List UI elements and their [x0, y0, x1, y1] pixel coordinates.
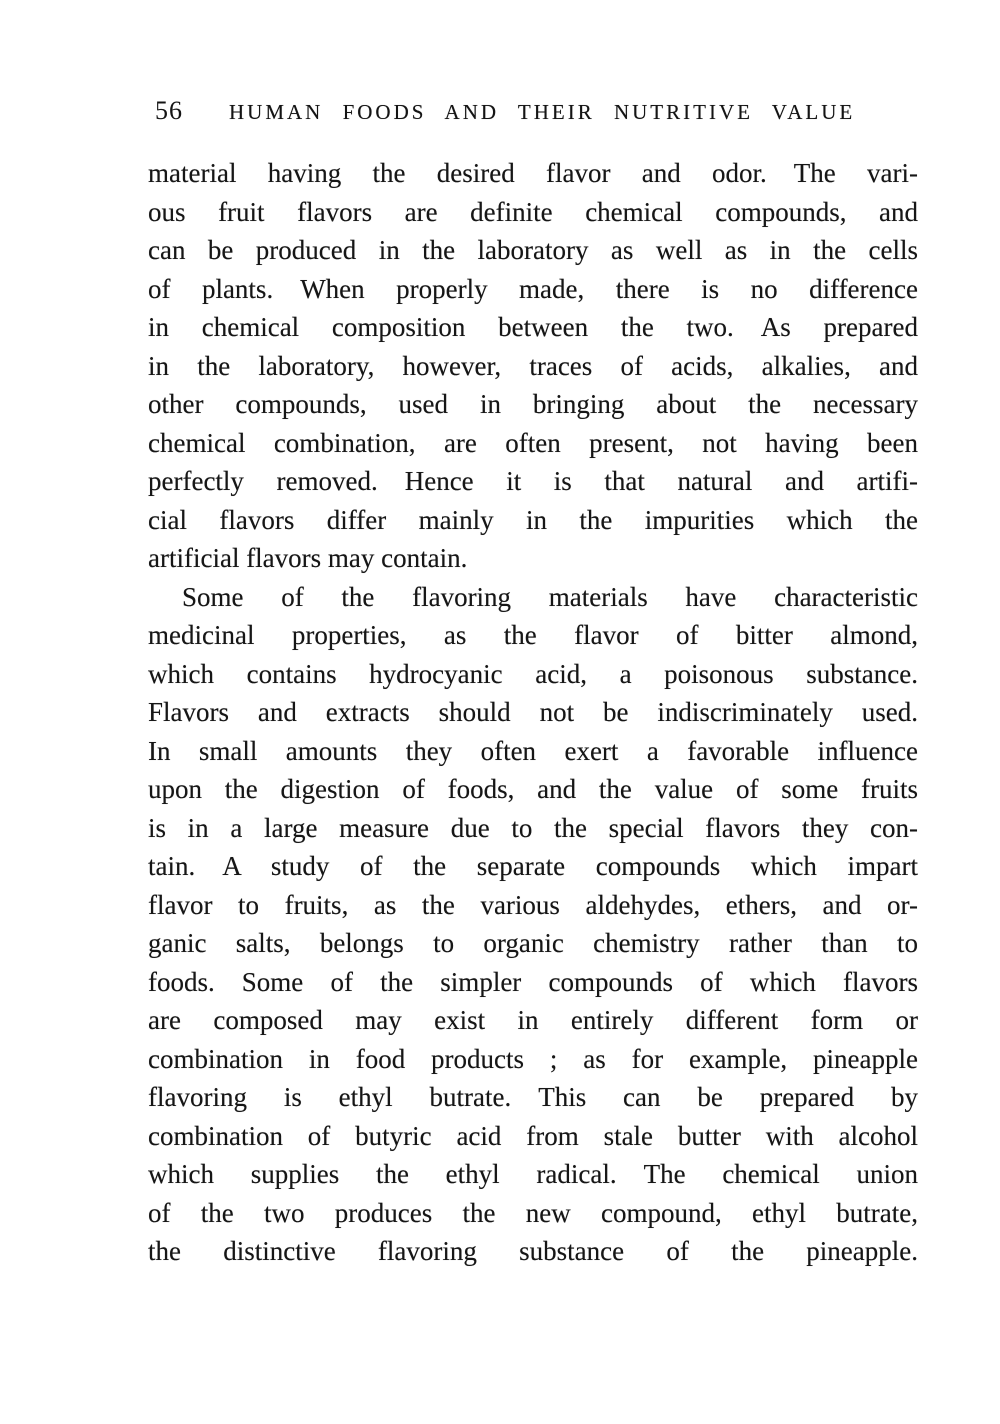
text-line: artificial flavors may contain.	[148, 543, 468, 573]
paragraph	[148, 154, 918, 578]
text-line: in the laboratory, however, traces of acids, alkalies, and	[148, 350, 918, 381]
text-line: cial flavors differ mainly in the impurities which the	[148, 504, 918, 535]
text-line: which contains hydrocyanic acid, a poisonous substance.	[148, 658, 918, 689]
text-line: material having the desired flavor and odor. The vari-	[148, 158, 918, 188]
text-line: ganic salts, belongs to organic chemistry rather than to	[148, 928, 918, 958]
paragraph	[148, 578, 918, 1271]
text-line: combination in food products ; as for example, pineapple	[148, 1043, 918, 1074]
text-line: chemical combination, are often present, not having been	[148, 427, 918, 458]
text-line: other compounds, used in bringing about the necessary	[148, 389, 918, 419]
text-line: of plants. When properly made, there is no difference	[148, 273, 918, 304]
text-line: upon the digestion of foods, and the value of some fruits	[148, 774, 918, 804]
text-line: which supplies the ethyl radical. The chemical union	[148, 1159, 918, 1189]
text-line: flavoring is ethyl butrate. This can be prepared by	[148, 1082, 918, 1112]
text-line: are composed may exist in entirely different form or	[148, 1005, 918, 1035]
running-title: HUMAN FOODS AND THEIR NUTRITIVE VALUE	[229, 100, 856, 124]
text-line: flavor to fruits, as the various aldehydes, ethers, and or-	[148, 889, 918, 920]
text-line: Flavors and extracts should not be indiscriminately used.	[148, 697, 918, 727]
text-line: combination of butyric acid from stale butter with alcohol	[148, 1120, 918, 1151]
page-number: 56	[155, 96, 183, 125]
text-line: of the two produces the new compound, ethyl butrate,	[148, 1197, 918, 1228]
text-line: the distinctive flavoring substance of the pineapple.	[148, 1236, 918, 1266]
text-line: medicinal properties, as the flavor of bitter almond,	[148, 620, 918, 650]
text-line: is in a large measure due to the special flavors they con-	[148, 812, 918, 843]
text-line: in chemical composition between the two. As prepared	[148, 312, 918, 342]
text-line: Some of the flavoring materials have characteristic	[182, 581, 918, 612]
body-text	[148, 154, 918, 1271]
text-line: perfectly removed. Hence it is that natural and artifi-	[148, 466, 918, 496]
text-line: ous fruit flavors are definite chemical compounds, and	[148, 196, 918, 227]
text-line: tain. A study of the separate compounds which impart	[148, 851, 918, 881]
text-line: foods. Some of the simpler compounds of which flavors	[148, 966, 918, 997]
text-line: In small amounts they often exert a favorable influence	[148, 735, 918, 766]
text-line: can be produced in the laboratory as well as in the cells	[148, 235, 918, 265]
page-header	[155, 96, 855, 126]
